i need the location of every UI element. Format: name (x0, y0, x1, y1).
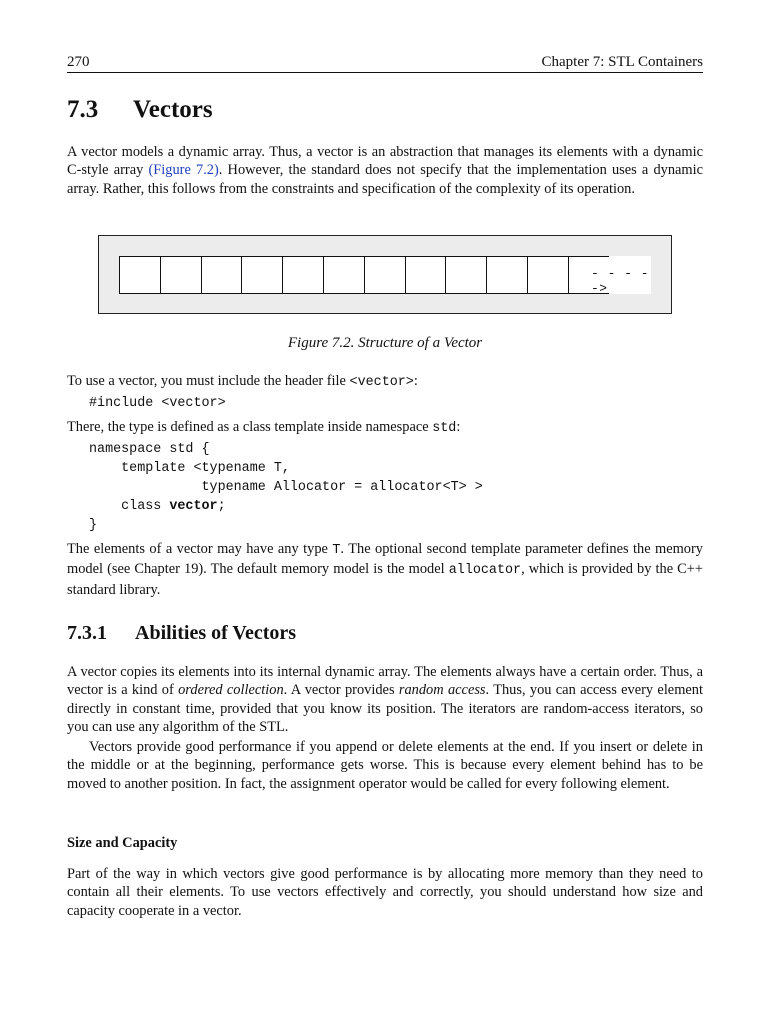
abilities-text-3: . Thus, you can access every element directly in constant time, provided that you know its position. The iterators are random-access iterators, so you can use any algorithm of the STL. (67, 682, 703, 735)
abilities-text-2: . A vector provides (283, 682, 399, 699)
abilities-paragraph (67, 663, 703, 736)
include-text: To use a vector, you must include the header file (67, 373, 350, 389)
section-heading (67, 96, 213, 124)
subsection-title: Abilities of Vectors (135, 622, 297, 644)
vector-cells (119, 256, 609, 294)
vector-cell (364, 257, 405, 293)
vector-diagram (119, 256, 651, 294)
elements-text-1: The elements of a vector may have any type (67, 541, 333, 557)
include-text-end: : (413, 373, 418, 389)
intro-text-2: . However, the standard does not specify that the implementation uses a dynamic array. Rather, this follows from the constraints and specification of the complexity of its operation. (67, 162, 703, 197)
subsection-number: 7.3.1 (67, 622, 107, 644)
code-line: namespace std { (89, 442, 210, 457)
vector-cell (201, 257, 242, 293)
code-class-name: vector (169, 499, 218, 514)
namespace-paragraph (67, 418, 703, 438)
elements-paragraph (67, 540, 703, 599)
vector-cell (527, 257, 568, 293)
subsection-heading (67, 622, 296, 645)
size-capacity-paragraph: Part of the way in which vectors give good performance is by allocating more memory than they need to contain all their elements. To use vectors effectively and correctly, you should understand how size and capacity cooperate in a vector. (67, 866, 703, 919)
abilities-text-1: A vector copies its elements into its internal dynamic array. The elements always have a certain order. Thus, a vector is a kind of (67, 664, 703, 699)
vector-cell (486, 257, 527, 293)
intro-paragraph (67, 143, 703, 198)
code-line: template <typename T, (89, 461, 290, 476)
vector-cell (405, 257, 446, 293)
section-number: 7.3 (67, 96, 99, 123)
code-keyword: class (89, 499, 170, 514)
section-title: Vectors (133, 96, 213, 123)
elements-text-2: . The optional second template parameter defines the memory model (see Chapter 19). The default memory model is the model (67, 541, 703, 578)
namespace-text: There, the type is defined as a class template inside namespace (67, 419, 433, 435)
vector-cell (282, 257, 323, 293)
performance-paragraph: Vectors provide good performance if you append or delete elements at the end. If you insert or delete in the middle or at the beginning, performance gets worse. This is because every element behind has to be moved to another position. In fact, the assignment operator would be called for every following element. (67, 739, 703, 792)
code-line (89, 497, 483, 516)
running-header (67, 54, 703, 73)
ordered-collection-term: ordered collection (178, 682, 284, 699)
random-access-term: random access (398, 682, 486, 699)
template-code-block (89, 440, 483, 535)
type-t-code: T (332, 543, 341, 558)
include-header-code: <vector> (349, 375, 414, 390)
figure-caption: Figure 7.2. Structure of a Vector (287, 335, 483, 351)
code-punct: ; (217, 499, 226, 514)
allocator-code: allocator (448, 563, 522, 579)
intro-text-1: A vector models a dynamic array. Thus, a vector is an abstraction that manages its elements with a dynamic C-style array (67, 144, 703, 179)
elements-text-3: , which is provided by the C++ standard library. (67, 561, 704, 598)
chapter-title: Chapter 7: STL Containers (541, 54, 703, 70)
vector-cell (445, 257, 486, 293)
code-line: typename Allocator = allocator<T> > (89, 480, 483, 495)
vector-cell (323, 257, 364, 293)
include-paragraph (67, 372, 703, 392)
page-number: 270 (67, 54, 90, 70)
vector-cell (241, 257, 282, 293)
vector-figure (98, 235, 672, 314)
code-line: } (89, 518, 98, 533)
namespace-code: std (432, 421, 457, 436)
size-capacity-heading: Size and Capacity (67, 835, 178, 851)
figure-link[interactable]: (Figure 7.2) (148, 162, 219, 179)
vector-cell (119, 257, 160, 293)
growth-arrow: - - - - -> (591, 266, 650, 296)
vector-cell (160, 257, 201, 293)
namespace-text-end: : (456, 419, 461, 435)
include-code-block: #include <vector> (89, 396, 226, 411)
